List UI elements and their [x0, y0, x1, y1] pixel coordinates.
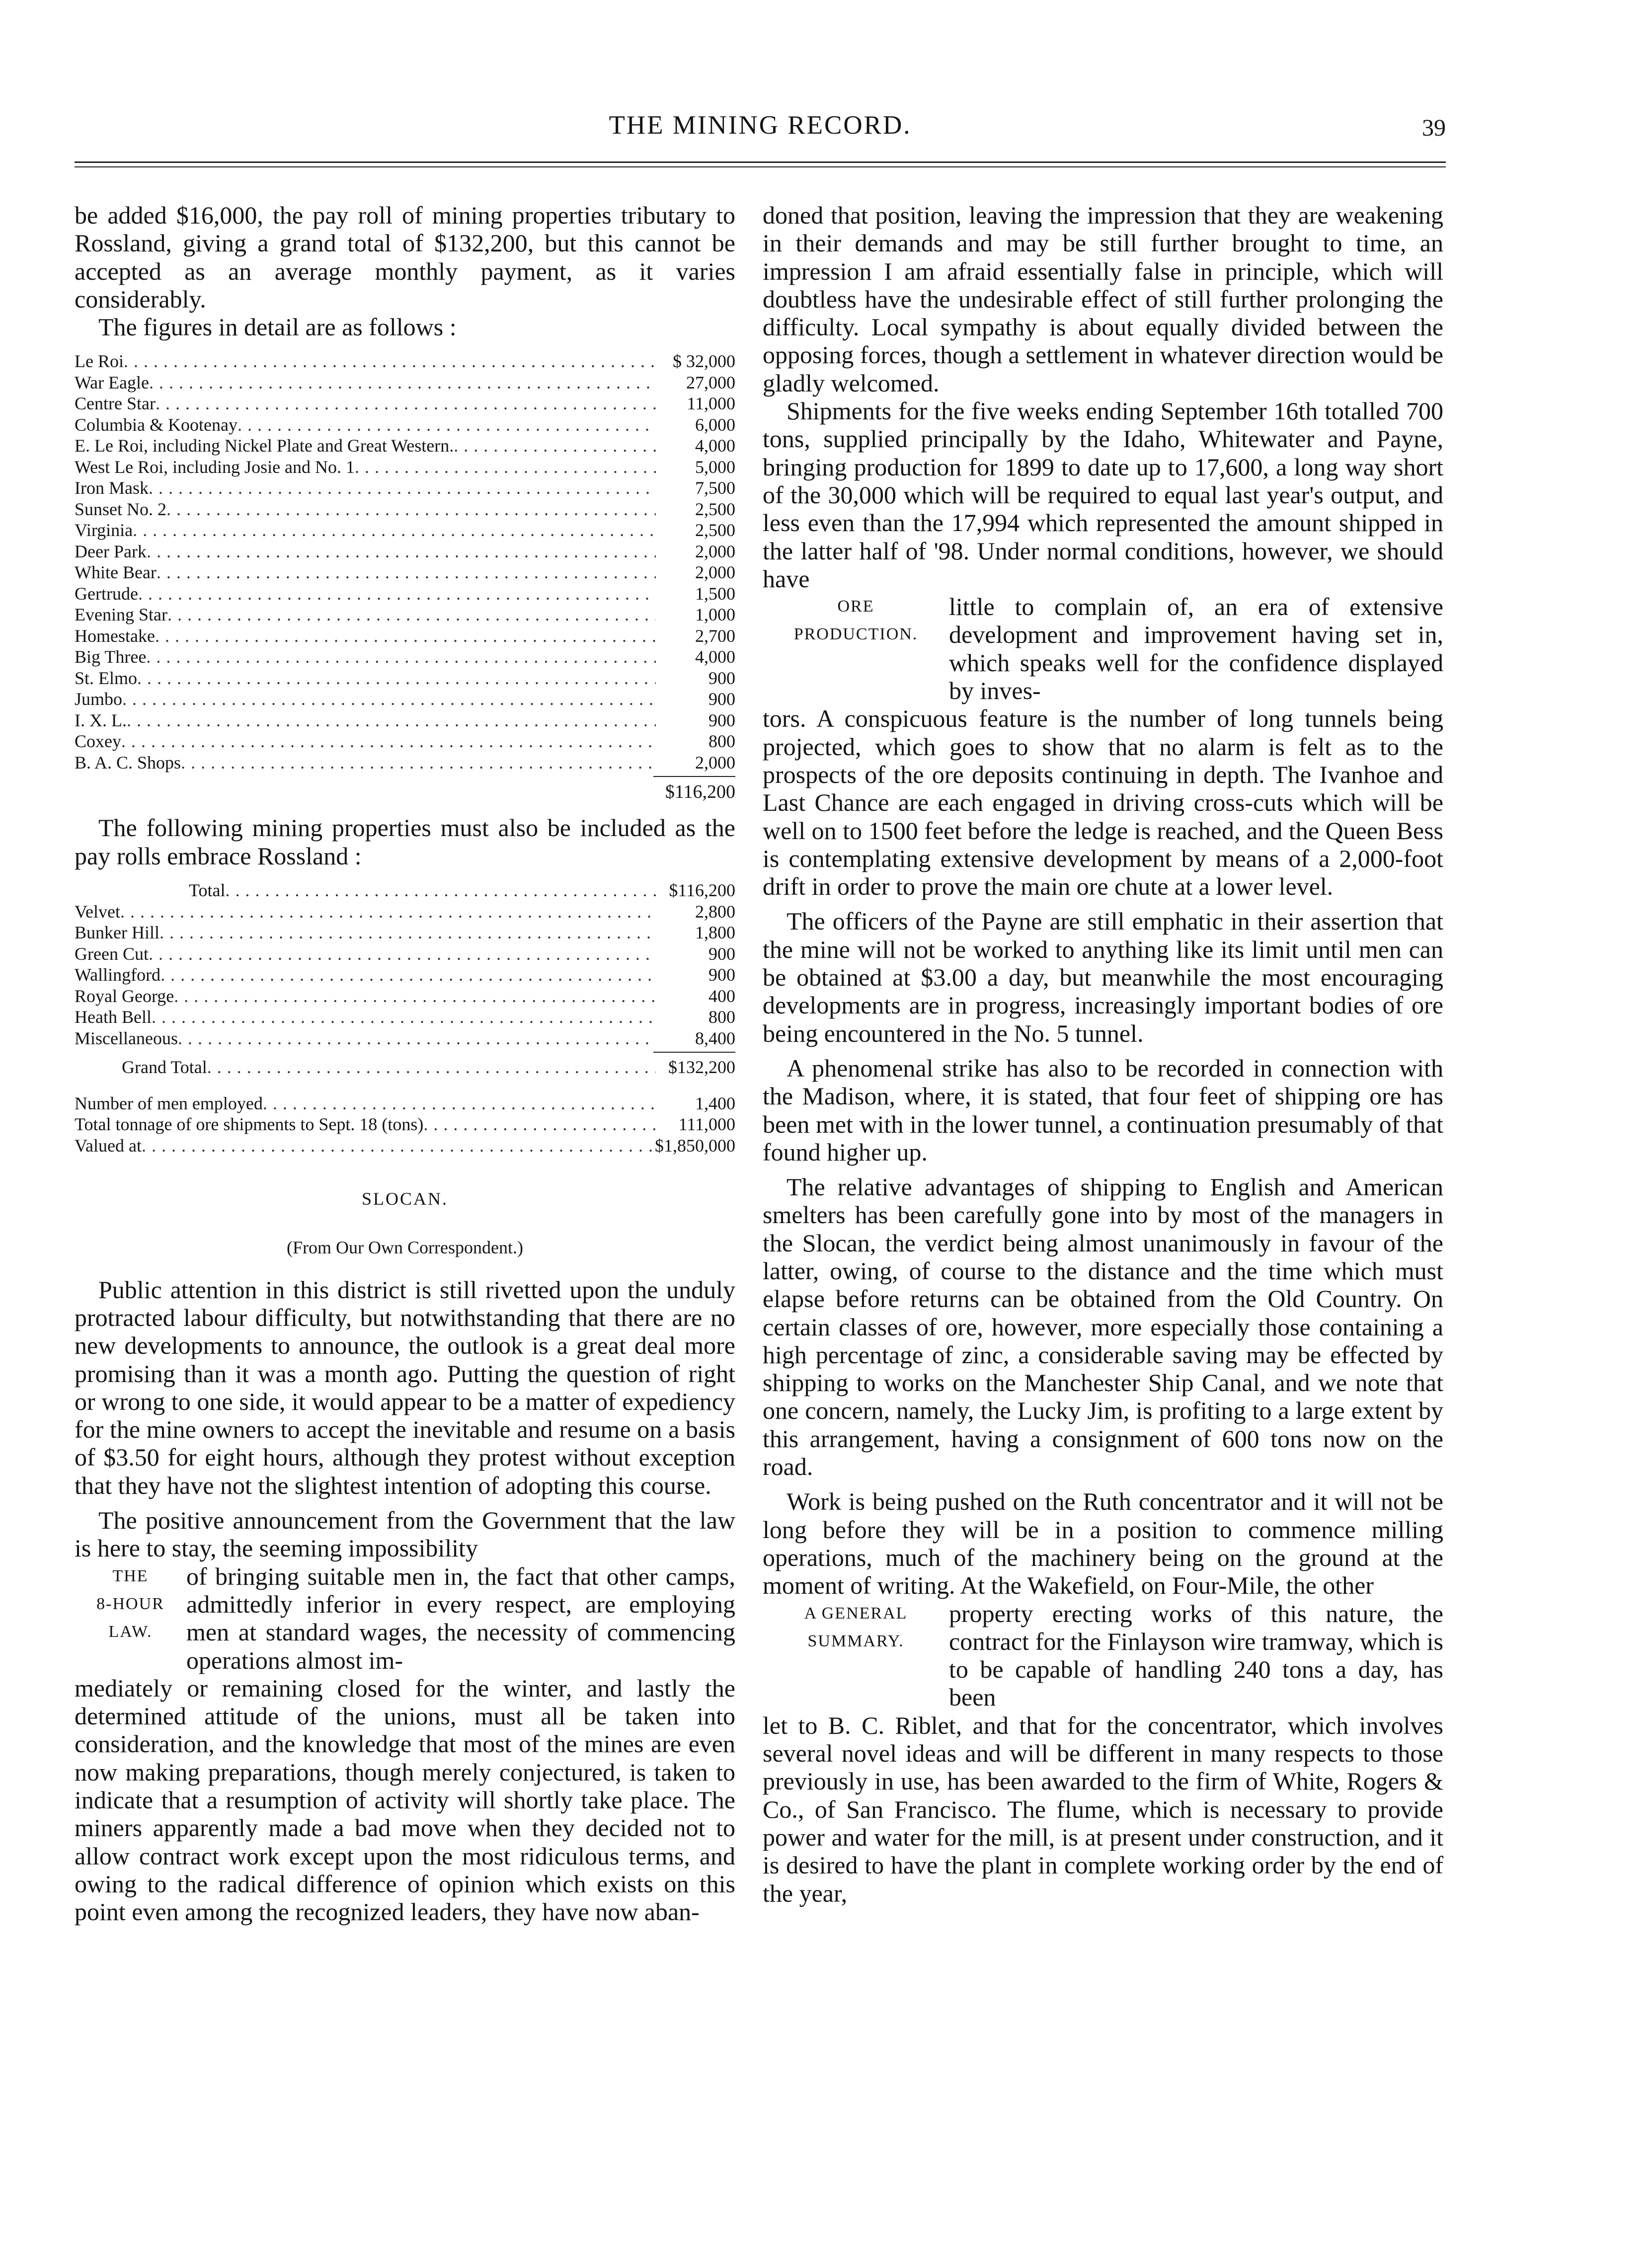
table-row: [75, 477, 735, 499]
table-row-value: $116,200: [669, 880, 735, 901]
table-row-value: 4,000: [695, 436, 735, 456]
table-row-value: 11,000: [687, 393, 735, 414]
table-row-label: Big Three: [75, 647, 147, 667]
ruth-concentrator-paragraph: Work is being pushed on the Ruth concentrator and it will not be long before they will be in a position to commence milling operations, much of the machinery being on the ground at the moment of writing. At the Wakefield, on Four-Mile, the other: [763, 1487, 1443, 1600]
table-row: [75, 499, 735, 520]
intro-continuation: be added $16,000, the pay roll of mining properties tributary to Rossland, giving a grand total of $132,200, but this cannot be accepted as an average monthly payment, as it varies considerably.: [75, 201, 735, 313]
table-row: [75, 625, 735, 647]
side-heading-block-ore: [763, 593, 1443, 704]
table-row-label: White Bear: [75, 562, 157, 583]
table-row-label: Valued at: [75, 1135, 142, 1156]
table-row: [75, 1135, 735, 1157]
table-row-label: West Le Roi, including Josie and No. 1: [75, 457, 355, 477]
page-number: 39: [1422, 115, 1446, 141]
left-column: [75, 201, 735, 1926]
table-row-value: 2,500: [695, 499, 735, 519]
table-row-label: Evening Star: [75, 605, 167, 625]
table-row-value: 800: [708, 1007, 735, 1027]
side-heading-general-summary: A GENERAL SUMMARY.: [804, 1604, 908, 1650]
table-row-label: Total tonnage of ore shipments to Sept. 18 (tons): [75, 1114, 424, 1135]
shipments-paragraph: Shipments for the five weeks ending September 16th totalled 700 tons, supplied principally by the Idaho, Whitewater and Payne, bringing production for 1899 to date up to 17,600, a long way short of the 30,000 which will be required to equal last year's output, and less even than the 17,994 which represented the amount shipped in the latter half of '98. Under normal conditions, however, we should have: [763, 397, 1443, 593]
table-row: [75, 393, 735, 414]
table-row-label: Number of men employed: [75, 1093, 263, 1113]
right-column: [763, 201, 1443, 1907]
table-row-value: 400: [708, 986, 735, 1006]
positive-announcement-side-text: of bringing suitable men in, the fact that other camps, admittedly inferior in every respect, are employing men at standard wages, the necessity of commencing operations almost im-: [186, 1562, 735, 1674]
table-row: [75, 457, 735, 478]
table-row: [75, 1114, 735, 1135]
shipments-rest: tors. A conspicuous feature is the number of long tunnels being projected, which goes to show that no alarm is felt as to the prospects of the ore deposits continuing in depth. The Ivanhoe and Last Chance are each engaged in driving cross-cuts which will be well on to 1500 feet before the ledge is reached, and the Queen Bess is contemplating extensive development by means of a 2,000-foot drift in order to prove the main ore chute at a lower level.: [763, 704, 1443, 901]
table-row-label: Coxey: [75, 731, 121, 752]
intro-figures-line: The figures in detail are as follows :: [98, 313, 457, 341]
header-rule-thin: [75, 166, 1446, 167]
table-row: [75, 880, 735, 901]
table-row-label: Heath Bell: [75, 1007, 152, 1027]
payroll-subtotal: $116,200: [665, 781, 735, 803]
general-summary-rest: let to B. C. Riblet, and that for the concentrator, which involves several novel ideas and will be different in many respects to those previously in use, has been awarded to the firm of White, Rogers & Co., of San Francisco. The flume, which is necessary to provide power and water for the mill, is at present under construction, and it is desired to have the plant in complete working order by the end of the year,: [763, 1711, 1443, 1907]
table-row-label: Centre Star: [75, 393, 156, 414]
table-sum-rule-2: [653, 1052, 735, 1053]
table-row: [75, 646, 735, 668]
table-row: [75, 604, 735, 625]
table-row-value: 5,000: [695, 457, 735, 477]
side-heading-ore-production: ORE PRODUCTION.: [793, 597, 918, 644]
positive-announcement-paragraph: The positive announcement from the Government that the law is here to stay, the seeming impossibility: [75, 1506, 735, 1562]
table-row: [75, 731, 735, 752]
shipments-side-text: little to complain of, an era of extensive development and improvement having set in, which speaks well for the confidence displayed by inves-: [949, 593, 1443, 705]
table-row-label: Green Cut: [75, 943, 149, 964]
section-heading-slocan: SLOCAN.: [361, 1189, 449, 1209]
summary-table: [75, 1093, 735, 1157]
table-row-value: 1,000: [695, 605, 735, 625]
following-properties-paragraph: The following mining properties must also be included as the pay rolls embrace Rossland :: [75, 814, 735, 870]
table-row-value: 6,000: [695, 414, 735, 435]
table-row: [75, 583, 735, 605]
smelters-paragraph: The relative advantages of shipping to English and American smelters has been carefully gone into by most of the managers in the Slocan, the verdict being almost unanimously in favour of the latter, owing, of course to the distance and the time which must elapse before returns can be obtained from the Old Country. On certain classes of ore, however, more especially those containing a high percentage of zinc, a considerable saving may be effected by shipping to works on the Manchester Ship Canal, and we note that one concern, namely, the Lucky Jim, is profiting to a large extent by this arrangement, having a consignment of 600 tons now on the road.: [763, 1173, 1443, 1481]
table-row-value: 2,800: [695, 901, 735, 922]
table-row-value: 8,400: [695, 1028, 735, 1048]
correspondent-line: (From Our Own Correspondent.): [287, 1238, 523, 1258]
table-row-label: Royal George: [75, 986, 174, 1006]
table-row-value: 2,000: [695, 541, 735, 561]
additional-properties-table: [75, 880, 735, 1049]
public-attention-paragraph: Public attention in this district is still rivetted upon the unduly protracted labour difficulty, but notwithstanding that there are no new developments to announce, the outlook is a great deal more promising than it was a month ago. Putting the question of right or wrong to one side, it would appear to be a matter of expediency for the mine owners to accept the inevitable and resume on a basis of $3.50 for eight hours, although they protest without exception that they have not the slightest intention of adopting this course.: [75, 1275, 735, 1499]
table-row-label: Homestake: [75, 625, 155, 646]
table-row: [75, 351, 735, 372]
table-row-label: War Eagle: [75, 372, 150, 392]
table-row-value: 4,000: [695, 647, 735, 667]
table-row: [75, 414, 735, 436]
table-row-value: 900: [708, 710, 735, 730]
table-row: [75, 943, 735, 965]
table-row-label: Gertrude: [75, 583, 138, 604]
table-row: [75, 689, 735, 710]
madison-paragraph: A phenomenal strike has also to be recorded in connection with the Madison, where, it is stated, that four feet of shipping ore has been met with in the lower tunnel, a continuation presumably of that found higher up.: [763, 1054, 1443, 1166]
table-row: [75, 964, 735, 986]
table-row-label: Virginia: [75, 520, 133, 541]
table-row-value: 7,500: [695, 478, 735, 498]
table-row-label: Jumbo: [75, 689, 123, 709]
table-row-label: Total: [189, 880, 226, 901]
right-continuation: doned that position, leaving the impression that they are weakening in their demands and may be still further brought to time, an impression I am afraid essentially false in principle, which will doubtless have the undesirable effect of still further prolonging the difficulty. Local sympathy is about equally divided between the opposing forces, though a settlement in whatever direction would be gladly welcomed.: [763, 201, 1443, 397]
table-row-value: $ 32,000: [673, 351, 735, 372]
table-row-label: B. A. C. Shops: [75, 752, 181, 773]
table-row-label: Wallingford: [75, 965, 161, 985]
table-row-value: $1,850,000: [655, 1135, 735, 1156]
table-row: [75, 668, 735, 689]
table-row: [75, 1006, 735, 1028]
table-row-label: Bunker Hill: [75, 923, 159, 943]
table-row: [75, 710, 735, 731]
table-row-value: 27,000: [686, 372, 735, 392]
table-row: [75, 562, 735, 583]
side-heading-block-8hour: [75, 1562, 735, 1674]
table-row-value: 900: [708, 965, 735, 985]
table-row: [75, 435, 735, 457]
table-row-label: E. Le Roi, including Nickel Plate and Great Western.: [75, 436, 454, 456]
table-row-label: Sunset No. 2: [75, 499, 167, 519]
table-row-value: 900: [708, 689, 735, 709]
payroll-table: [75, 351, 735, 773]
table-row: [75, 922, 735, 943]
header-rule-thick: [75, 161, 1446, 163]
table-row: [75, 372, 735, 393]
table-row-value: 2,500: [695, 520, 735, 541]
table-row-value: 2,700: [695, 625, 735, 646]
grand-total-value: $132,200: [668, 1057, 735, 1078]
page-header: [75, 110, 1446, 150]
table-row-value: 1,800: [695, 923, 735, 943]
table-row-label: St. Elmo: [75, 668, 138, 688]
table-row-label: Le Roi: [75, 351, 124, 372]
side-heading-8hour-law: THE 8-HOUR LAW.: [96, 1566, 164, 1641]
table-row-label: Iron Mask: [75, 478, 149, 498]
table-row-value: 1,400: [695, 1093, 735, 1113]
table-row-value: 2,000: [695, 562, 735, 583]
table-row: [75, 901, 735, 923]
grand-total-row-wrap: [75, 1057, 735, 1078]
table-row: [75, 1093, 735, 1114]
side-heading-block-general: [763, 1600, 1443, 1711]
table-row: [75, 752, 735, 773]
table-row-label: I. X. L.: [75, 710, 127, 730]
table-row-value: 1,500: [695, 583, 735, 604]
table-row: [75, 541, 735, 562]
payne-paragraph: The officers of the Payne are still emphatic in their assertion that the mine will not be worked to anything like its limit until men can be obtained at $3.00 a day, but meanwhile the most encouraging developments are in progress, increasingly important bodies of ore being encountered in the No. 5 tunnel.: [763, 907, 1443, 1047]
table-row: [75, 520, 735, 541]
grand-total-label: Grand Total: [122, 1057, 207, 1078]
running-title: THE MINING RECORD.: [609, 111, 912, 140]
positive-announcement-rest: mediately or remaining closed for the winter, and lastly the determined attitude of the unions, must all be taken into consideration, and the knowledge that most of the mines are even now making preparations, though merely conjectured, is taken to indicate that a resumption of activity will shortly take place. The miners apparently made a bad move when they decided not to allow contract work except upon the most ridiculous terms, and owing to the radical difference of opinion which exists on this point even among the recognized leaders, they have now aban-: [75, 1674, 735, 1926]
table-row-value: 2,000: [695, 752, 735, 773]
table-row-label: Velvet: [75, 901, 120, 922]
table-row-label: Columbia & Kootenay: [75, 414, 237, 435]
table-row-label: Miscellaneous: [75, 1028, 178, 1048]
general-summary-side-text: property erecting works of this nature, the contract for the Finlayson wire tramway, which is to be capable of handling 240 tons a day, has been: [949, 1599, 1443, 1711]
table-row: [75, 986, 735, 1007]
table-row-label: Deer Park: [75, 541, 147, 561]
table-row-value: 111,000: [678, 1114, 735, 1135]
grand-total-row: [75, 1057, 735, 1078]
table-row-value: 800: [708, 731, 735, 752]
table-row-value: 900: [708, 943, 735, 964]
table-row: [75, 1028, 735, 1049]
table-row-value: 900: [708, 668, 735, 688]
